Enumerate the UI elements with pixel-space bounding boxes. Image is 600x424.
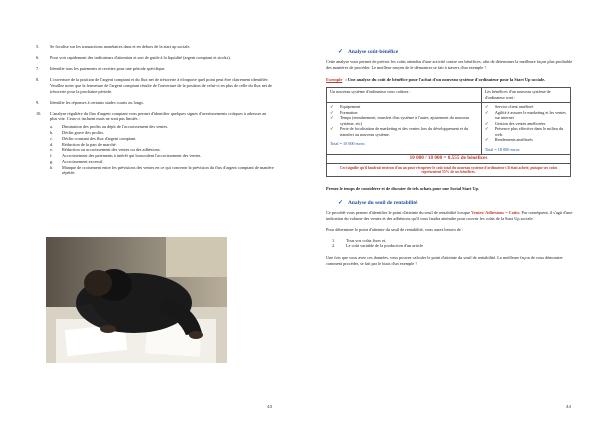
list-item: ✓ Présence plus effective dans le milieu du web.: [484, 126, 564, 137]
table-row: [327, 154, 571, 164]
cost-benefit-table: [326, 87, 571, 178]
page-number: 44: [566, 404, 572, 409]
list-item: 7. Identifie tous les paiements et recettes pour une période spécifique.: [36, 65, 166, 71]
sub-list-item: f. Accroissement des paiements à intérêt qui bousculent l'accroissement des ventes.: [50, 153, 202, 159]
list-item: ✓ Perte de focalisation de marketing et des ventes lors du développement et du transfert au nouveau système.: [330, 126, 469, 137]
list-item: 1. Tous vos coûts fixes et,: [332, 237, 387, 243]
list-item: ✓ Equipement: [330, 104, 361, 110]
sub-list-item: h. Manque de croisement entre les prévisions des ventes en ce qui concerne la prévision du flux d'argent comptant de manière répétée.: [50, 164, 274, 176]
table-row: [327, 164, 571, 177]
costs-cell: [327, 102, 482, 154]
checkmark-icon: ✓: [330, 126, 334, 132]
list-item: 10. L'analyse régulière du flux d'argent comptant vous permet d'identifier quelques signes d'avertissements critiques à adresser au plus vite. Ceux-ci incluent mais ne sont pas limités : a. Diminution des profits au dépit de l'accroissement des ventes. b. Déclin grave des profits. c. Déclin constant des flux d'argent comptant. d. Réduction de la part de marché. e. Réduction ou accroissement des ventes ou des adhésions. f. Accroissement des paiements à intérêt qui bousculent l'accroissement des ventes. g. Accroissement excessif. h. Manque de croisement entre les prévisions des ventes en ce qui concerne la prévision du flux d'argent comptant de manière répétée.: [36, 110, 274, 176]
page-number: 43: [267, 404, 273, 409]
list-item: 5. Se focalise sur les transactions monétaires dans et en dehors de la start up sociale.: [36, 44, 191, 49]
checkmark-icon: ✓: [484, 104, 489, 110]
list-item: 9. Identifie les réponses à certains stades courts ou longs.: [36, 99, 144, 105]
list-item: ✓ Service client amélioré: [484, 104, 534, 110]
list-item: ✓ Gestion des ventes améliorées: [484, 120, 546, 126]
paragraph: Pour déterminer le point d'atteinte du seuil de rentabilité, vous aurez besoin de :: [326, 226, 464, 232]
requirements-list: [326, 238, 574, 250]
checkmark-icon: ✓: [484, 120, 489, 126]
total-costs: Total = 10 000 euros: [330, 141, 365, 147]
note-cell: Ceci signifie qu'il faudrait environ d'un an pour récupérer le coût total du nouveau système d'ordinateur s'il était acheté, puisque ses coûts représentent 55% de ses bénéfices.: [327, 164, 571, 177]
paragraph: Ce procédé vous permet d'identifier le point d'atteinte du seuil de rentabilité lorsque Ventes/ Adhésions = Coûts. Par conséquent, il s'agit d'une indication du volume des ventes et des adhésions qu'il vous faudra atteindre pour couvrir les coûts de la Start Up sociale.: [326, 210, 573, 222]
checkmark-icon: ✓: [330, 104, 334, 110]
sub-list-item: g. Accroissement excessif.: [50, 158, 104, 164]
ratio-cell: 10 000 / 18 000 = 0.555 de bénéfices: [327, 154, 571, 164]
sub-list-item: c. Déclin constant des flux d'argent comptant.: [50, 135, 137, 141]
list-item: 2. Le coût variable de la production d'un article: [332, 243, 424, 249]
benefits-cell: [481, 102, 570, 154]
checkmark-icon: ✓: [330, 115, 334, 121]
sub-list: [50, 124, 274, 176]
table-header-benefits: Les bénéfices d'un nouveau système de d'ordinateur sont :: [481, 87, 570, 102]
example-line: Exemple : Une analyse du coût de bénéfice pour l'achat d'un nouveau système d'ordinateur pour la Start Up sociale.: [326, 76, 546, 82]
table-header-costs: Un nouveau système d'ordinateur vous coûtera :: [327, 87, 482, 102]
table-header-row: [327, 87, 571, 102]
sub-list-item: a. Diminution des profits au dépit de l'accroissement des ventes.: [50, 124, 169, 130]
person-writing-photo: [46, 237, 227, 363]
warning-list: [36, 44, 274, 176]
sub-list-item: d. Réduction de la part de marché.: [50, 141, 117, 147]
list-item: 6. Pour voir rapidement des indicateurs d'attention et sert de guide à la liquidité (argent comptant et stocks).: [36, 54, 231, 60]
table-row: [327, 102, 571, 154]
page-right: [300, 0, 600, 424]
sub-list-item: e. Réduction ou accroissement des ventes ou des adhésions.: [50, 147, 161, 153]
paragraph: Cette analyse vous permet de prévoir les coûts attendus d'une activité contre ses bénéfices, afin de déterminer la meilleure façon plus profitable des manières de procéder. Le meilleur moyen de le démontrer se fait à travers d'un exemple !: [326, 59, 573, 70]
total-benefits: Total = 18 000 euros: [484, 146, 520, 152]
checkmark-icon: ✓: [484, 109, 489, 115]
bold-advice: Prenez le temps de considérer et de discuter de tels achats pour une Social Start Up.: [326, 186, 480, 192]
list-item: ✓ Temps (entraînement, transfert d'un système à l'autre, ajustement du nouveau système, etc): [330, 115, 470, 126]
checkmark-icon: ✓: [330, 109, 334, 115]
checkmark-icon: ✓: [484, 137, 489, 143]
paragraph: Une fois que vous avez ces données, vous pouvez calculer le point d'atteinte du seuil de rentabilité. La meilleure façon de vous démontrer comment procéder, se fait par le biais d'un exemple !: [326, 255, 563, 267]
checkmark-icon: ✓: [484, 126, 489, 132]
check-icon: ✓: [338, 49, 344, 55]
list-item: ✓ Rendements améliorés: [484, 137, 533, 143]
photo-illustration: [46, 237, 227, 363]
list-item: ✓ Agilité à assurer le marketing et les ventes sur internet: [484, 109, 566, 121]
check-icon: ✓: [338, 200, 344, 207]
sub-list-item: b. Déclin grave des profits.: [50, 129, 105, 135]
list-item: 8. L'ouverture de la position de l'argent comptant et du flux net de trésorerie à n'importe quel point peut être clairement identifiée. Veuillez noter que la fermeture de l'argent comptant résulte de l'ouverture de la position de celui-ci en plus de celle du flux net de trésorerie pour la prochaine période.: [36, 76, 273, 94]
list-item: ✓ Formation: [330, 109, 358, 115]
heading-break-even: ✓ Analyse du seuil de rentabilité: [338, 199, 418, 207]
heading-cost-benefit: ✓ Analyse coût-bénéfice: [338, 48, 399, 55]
